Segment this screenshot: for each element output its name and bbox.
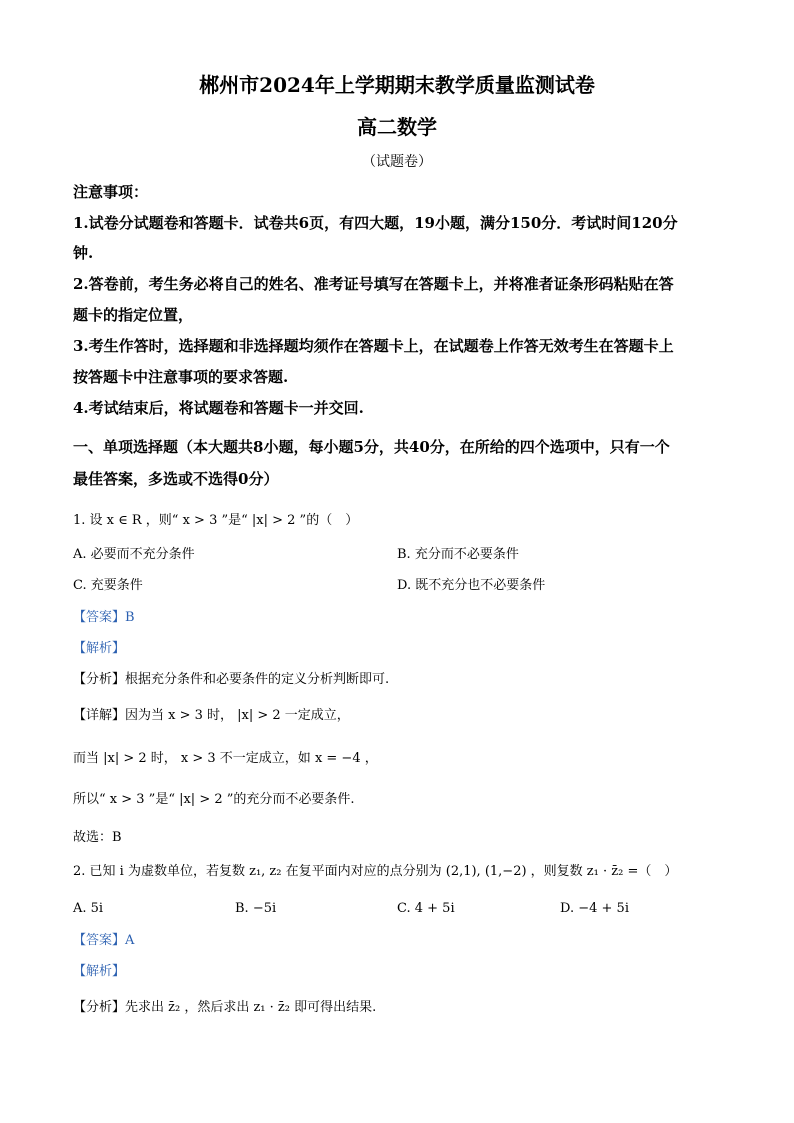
question-2-analysis-tag: 【解析】 xyxy=(73,964,126,979)
notice-item-1: 1.试卷分试题卷和答题卡．试卷共6页，有四大题，19小题，满分150分．考试时间120分 xyxy=(73,214,678,232)
question-1-option-b: B. 充分而不必要条件 xyxy=(397,547,519,562)
question-2-option-d: D. −4 + 5i xyxy=(560,901,629,916)
question-1-option-c: C. 充要条件 xyxy=(73,578,143,593)
notice-item-2: 2.答卷前，考生务必将自己的姓名、准考证号填写在答题卡上，并将准者证条形码粘贴在答 xyxy=(73,275,674,293)
notice-item-3-cont: 按答题卡中注意事项的要求答题. xyxy=(73,368,289,386)
question-1-stem: 1. 设 x ∈ R ，则“ x > 3 ”是“ |x| > 2 ”的（ ） xyxy=(73,513,359,528)
notice-item-2-cont: 题卡的指定位置， xyxy=(73,306,194,324)
question-1-option-d: D. 既不充分也不必要条件 xyxy=(397,578,546,593)
exam-title: 郴州市2024年上学期期末教学质量监测试卷 xyxy=(199,73,595,97)
question-2-option-b: B. −5i xyxy=(235,901,277,916)
question-1-detail-2: 而当 |x| > 2 时， x > 3 不一定成立，如 x = −4 ， xyxy=(73,751,378,766)
notice-item-4: 4.考试结束后，将试题卷和答题卡一并交回. xyxy=(73,399,364,417)
notice-item-3: 3.考生作答时，选择题和非选择题均须作在答题卡上，在试题卷上作答无效考生在答题卡上 xyxy=(73,337,674,355)
question-2-option-a: A. 5i xyxy=(73,901,104,916)
subject-title: 高二数学 xyxy=(357,115,437,139)
question-2-analysis: 【分析】先求出 z̄₂ ，然后求出 z₁ · z̄₂ 即可得出结果. xyxy=(73,1000,377,1015)
question-1-answer: 【答案】B xyxy=(73,610,135,625)
question-2-stem: 2. 已知 i 为虚数单位，若复数 z₁, z₂ 在复平面内对应的点分别为 (2,1), (1,−2) ，则复数 z₁ · z̄₂ =（ ） xyxy=(73,864,678,879)
question-1-detail-1: 【详解】因为当 x > 3 时， |x| > 2 一定成立， xyxy=(73,708,350,723)
question-1-option-a: A. 必要而不充分条件 xyxy=(73,547,195,562)
notice-item-1-cont: 钟. xyxy=(73,244,94,262)
question-1-detail-3: 所以“ x > 3 ”是“ |x| > 2 ”的充分而不必要条件. xyxy=(73,792,355,807)
question-2-option-c: C. 4 + 5i xyxy=(397,901,455,916)
section-heading-cont: 最佳答案，多选或不选得0分） xyxy=(73,470,279,488)
question-1-analysis-tag: 【解析】 xyxy=(73,641,126,656)
question-1-choice: 故选：B xyxy=(73,830,122,845)
notice-heading: 注意事项： xyxy=(73,183,149,201)
paper-type: （试题卷） xyxy=(362,154,432,170)
question-1-analysis: 【分析】根据充分条件和必要条件的定义分析判断即可. xyxy=(73,672,390,687)
section-heading: 一、单项选择题（本大题共8小题，每小题5分，共40分，在所给的四个选项中，只有一个 xyxy=(73,438,670,456)
question-2-answer: 【答案】A xyxy=(73,933,135,948)
